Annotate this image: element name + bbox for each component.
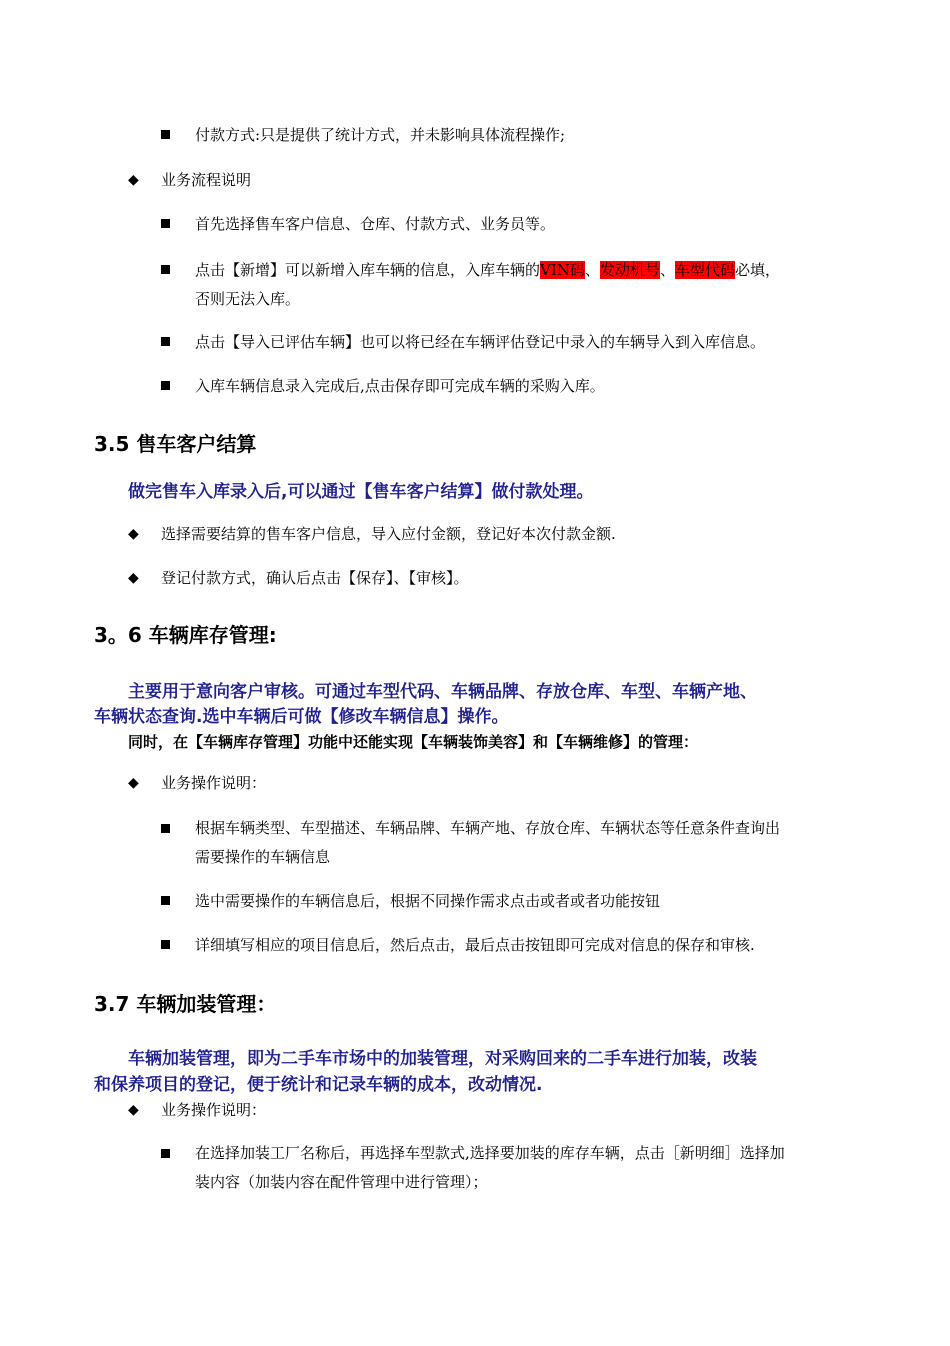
square-bullet-icon [161,130,170,139]
section-intro-3-7-line1: 车辆加装管理，即为二手车市场中的加装管理，对采购回来的二手车进行加装，改装 [128,1049,757,1069]
add-item-suffix: 必填， [734,261,780,279]
inventory-item-1-line2: 需要操作的车辆信息 [195,848,331,866]
settlement-item-2: 登记付款方式，确认后点击【保存】、【审核】。 [161,569,469,587]
engine-highlight: 发动机号 [599,261,660,279]
square-bullet-icon [161,824,170,833]
ops-title-3-6: 业务操作说明： [161,774,267,792]
section-intro-3-5: 做完售车入库录入后,可以通过【售车客户结算】做付款处理。 [128,482,594,502]
section-intro-3-7-line2: 和保养项目的登记，便于统计和记录车辆的成本，改动情况. [94,1075,543,1095]
flow-item-save: 入库车辆信息录入完成后,点击保存即可完成车辆的采购入库。 [195,377,605,395]
model-code-highlight: 车型代码 [674,261,735,279]
section-note-3-6: 同时，在【车辆库存管理】功能中还能实现【车辆装饰美容】和【车辆维修】的管理： [128,733,699,751]
inventory-item-1-line1: 根据车辆类型、车型描述、车辆品牌、车辆产地、存放仓库、车辆状态等任意条件查询出 [195,819,781,837]
modification-item-1-line2: 装内容（加装内容在配件管理中进行管理）； [195,1173,488,1191]
settlement-item-1: 选择需要结算的售车客户信息，导入应付金额，登记好本次付款金额. [161,525,616,543]
flow-item-add [195,259,780,281]
diamond-bullet-icon: ◆ [128,1102,139,1118]
square-bullet-icon [161,1149,170,1158]
separator: 、 [584,261,600,279]
flow-item-add-line2: 否则无法入库。 [195,290,301,308]
inventory-item-2: 选中需要操作的车辆信息后，根据不同操作需求点击或者或者功能按钮 [195,892,661,910]
section-heading-3-5: 3.5 售车客户结算 [94,432,257,456]
flow-title: 业务流程说明 [161,171,252,189]
square-bullet-icon [161,219,170,228]
diamond-bullet-icon: ◆ [128,570,139,586]
inventory-item-3: 详细填写相应的项目信息后，然后点击，最后点击按钮即可完成对信息的保存和审核. [195,936,755,954]
add-item-text: 点击【新增】可以新增入库车辆的信息，入库车辆的 [195,261,541,279]
section-heading-3-7: 3.7 车辆加装管理： [94,992,277,1016]
ops-title-3-7: 业务操作说明： [161,1101,267,1119]
modification-item-1-line1: 在选择加装工厂名称后，再选择车型款式,选择要加装的库存车辆，点击［新明细］选择加 [195,1144,785,1162]
separator: 、 [659,261,675,279]
square-bullet-icon [161,940,170,949]
vin-highlight: VIN码 [540,261,585,279]
payment-method-item: 付款方式:只是提供了统计方式，并未影响具体流程操作; [195,126,566,144]
diamond-bullet-icon: ◆ [128,775,139,791]
diamond-bullet-icon: ◆ [128,526,139,542]
section-heading-3-6: 3。6 车辆库存管理: [94,623,277,647]
square-bullet-icon [161,337,170,346]
flow-item-import: 点击【导入已评估车辆】也可以将已经在车辆评估登记中录入的车辆导入到入库信息。 [195,333,766,351]
flow-item-select: 首先选择售车客户信息、仓库、付款方式、业务员等。 [195,215,556,233]
section-intro-3-6-line2: 车辆状态查询.选中车辆后可做【修改车辆信息】操作。 [94,707,509,727]
section-intro-3-6-line1: 主要用于意向客户审核。可通过车型代码、车辆品牌、存放仓库、车型、车辆产地、 [128,682,757,702]
square-bullet-icon [161,896,170,905]
square-bullet-icon [161,265,170,274]
diamond-bullet-icon: ◆ [128,172,139,188]
square-bullet-icon [161,381,170,390]
